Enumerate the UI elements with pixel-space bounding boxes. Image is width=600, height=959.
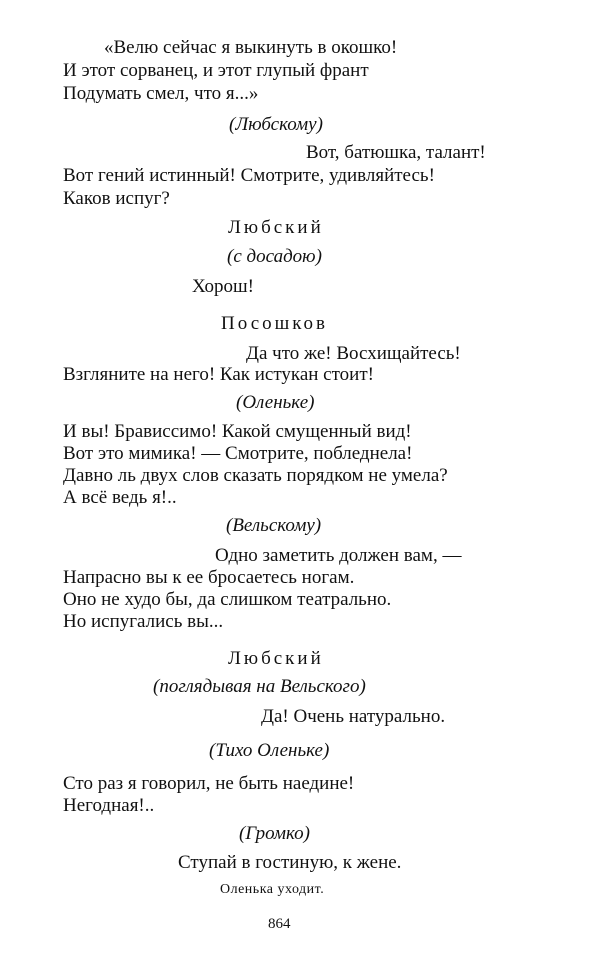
verse-line: Каков испуг?: [63, 188, 170, 209]
verse-line: Да! Очень натурально.: [261, 706, 446, 727]
verse-line: Негодная!..: [63, 795, 155, 816]
stage-direction: (Оленьке): [236, 392, 315, 413]
stage-direction: (Громко): [239, 823, 310, 844]
speaker-name: Любский: [228, 217, 324, 238]
stage-direction: (Тихо Оленьке): [209, 740, 330, 761]
verse-line: Хорош!: [192, 276, 254, 297]
stage-direction: (Любскому): [229, 114, 323, 135]
verse-line: И вы! Брависсимо! Какой смущенный вид!: [63, 421, 412, 442]
page-number: 864: [268, 916, 291, 932]
verse-line: И этот сорванец, и этот глупый франт: [63, 60, 369, 81]
stage-remark: Оленька уходит.: [220, 882, 325, 897]
verse-line: Напрасно вы к ее бросаетесь ногам.: [63, 567, 355, 588]
speaker-name: Любский: [228, 648, 324, 669]
verse-line: Сто раз я говорил, не быть наедине!: [63, 773, 355, 794]
verse-line: Вот, батюшка, талант!: [306, 142, 486, 163]
stage-direction: (с досадою): [227, 246, 322, 267]
verse-line: Взгляните на него! Как истукан стоит!: [63, 364, 374, 385]
verse-line: Оно не худо бы, да слишком театрально.: [63, 589, 392, 610]
verse-line: Да что же! Восхищайтесь!: [246, 343, 461, 364]
verse-line: Вот гений истинный! Смотрите, удивляйтесь!: [63, 165, 435, 186]
verse-line: А всё ведь я!..: [63, 487, 177, 508]
verse-line: Ступай в гостиную, к жене.: [178, 852, 402, 873]
verse-line: Вот это мимика! — Смотрите, побледнела!: [63, 443, 413, 464]
stage-direction: (Вельскому): [226, 515, 322, 536]
speaker-name: Посошков: [221, 313, 328, 334]
verse-line: «Велю сейчас я выкинуть в окошко!: [104, 37, 398, 58]
stage-direction: (поглядывая на Вельского): [153, 676, 366, 697]
verse-line: Одно заметить должен вам, —: [215, 545, 462, 566]
verse-line: Но испугались вы...: [63, 611, 224, 632]
verse-line: Подумать смел, что я...»: [63, 83, 259, 104]
verse-line: Давно ль двух слов сказать порядком не умела?: [63, 465, 448, 486]
